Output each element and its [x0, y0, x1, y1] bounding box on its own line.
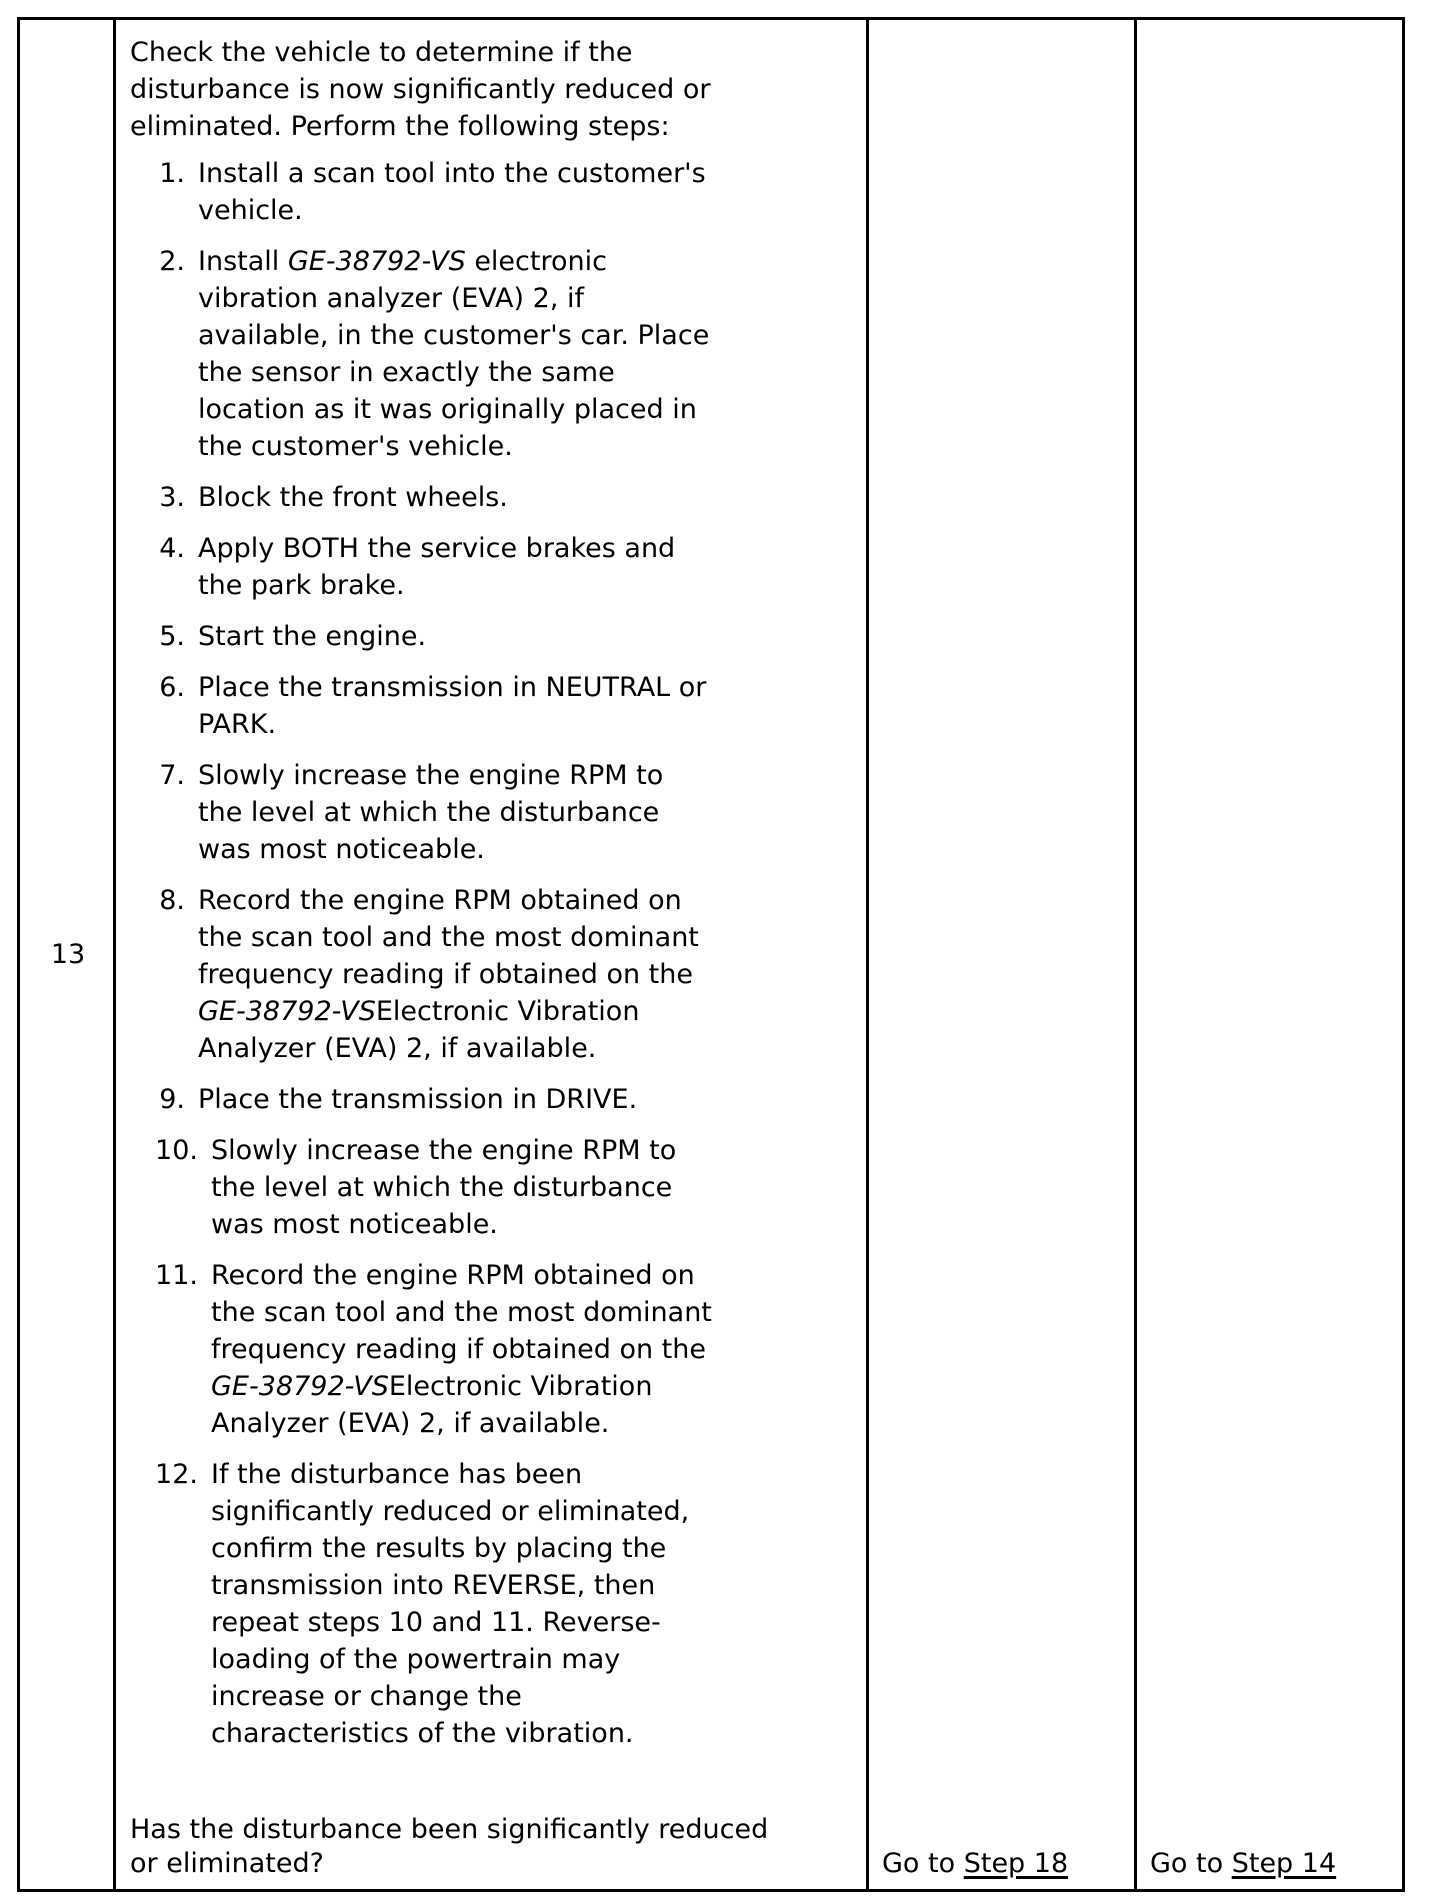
item-number: 8.	[159, 885, 185, 916]
text-line: was most noticeable.	[198, 834, 485, 865]
no-step-link[interactable]: Step 14	[1231, 1848, 1337, 1879]
text-line: characteristics of the vibration.	[211, 1718, 634, 1749]
text-line: Install GE-38792-VS electronic	[198, 246, 607, 277]
item-number: 11.	[155, 1260, 198, 1291]
text-line: Analyzer (EVA) 2, if available.	[211, 1408, 610, 1439]
text-line: vehicle.	[198, 195, 303, 226]
item-text	[198, 530, 870, 604]
text-line: disturbance is now significantly reduced or	[130, 74, 711, 105]
list-item	[130, 155, 870, 229]
item-number: 4.	[159, 533, 185, 564]
item-text	[198, 1081, 870, 1118]
text-line: Record the engine RPM obtained on	[211, 1260, 695, 1291]
list-item	[130, 530, 870, 604]
item-text	[211, 1456, 870, 1752]
item-text	[198, 618, 870, 655]
item-number: 7.	[159, 760, 185, 791]
text-line: vibration analyzer (EVA) 2, if	[198, 283, 584, 314]
text-line: GE-38792-VSElectronic Vibration	[198, 996, 640, 1027]
list-item	[130, 1257, 870, 1442]
text-line: Apply BOTH the service brakes and	[198, 533, 676, 564]
tool-name: GE-38792-VS	[211, 1371, 389, 1402]
text-line: Start the engine.	[198, 621, 427, 652]
text-line: the park brake.	[198, 570, 405, 601]
list-item	[130, 479, 870, 516]
text-line: Slowly increase the engine RPM to	[211, 1135, 677, 1166]
item-text	[198, 479, 870, 516]
list-item	[130, 1456, 870, 1752]
item-text	[211, 1132, 870, 1243]
item-number: 1.	[159, 158, 185, 189]
text-line: loading of the powertrain may	[211, 1644, 621, 1675]
text-line: frequency reading if obtained on the	[198, 959, 693, 990]
diagnostic-step-table	[17, 17, 1405, 1892]
text-line: was most noticeable.	[211, 1209, 498, 1240]
text-line: the level at which the disturbance	[198, 797, 660, 828]
text-line: confirm the results by placing the	[211, 1533, 667, 1564]
list-item	[130, 243, 870, 465]
text-line: the sensor in exactly the same	[198, 357, 615, 388]
text-line: the level at which the disturbance	[211, 1172, 673, 1203]
tool-name: GE-38792-VS	[198, 996, 376, 1027]
step-intro	[130, 34, 870, 145]
item-number: 3.	[159, 482, 185, 513]
text-line: Slowly increase the engine RPM to	[198, 760, 664, 791]
list-item	[130, 1081, 870, 1118]
item-text	[198, 882, 870, 1067]
text-line: Record the engine RPM obtained on	[198, 885, 682, 916]
text-line: Block the front wheels.	[198, 482, 508, 513]
item-number: 6.	[159, 672, 185, 703]
item-text	[198, 155, 870, 229]
text-line: Place the transmission in DRIVE.	[198, 1084, 638, 1115]
step-action	[130, 34, 870, 1766]
step-list	[130, 155, 870, 1752]
text-line: frequency reading if obtained on the	[211, 1334, 706, 1365]
tool-name: GE-38792-VS	[287, 246, 466, 277]
text-line: Has the disturbance been significantly reduced	[130, 1814, 769, 1845]
text-line: or eliminated?	[130, 1848, 324, 1879]
item-number: 10.	[155, 1135, 198, 1166]
item-text	[211, 1257, 870, 1442]
list-item	[130, 618, 870, 655]
list-item	[130, 669, 870, 743]
step-question	[130, 1813, 870, 1881]
text-line: available, in the customer's car. Place	[198, 320, 710, 351]
text-line: If the disturbance has been	[211, 1459, 583, 1490]
text-line: the scan tool and the most dominant	[211, 1297, 712, 1328]
text-line: Place the transmission in NEUTRAL or	[198, 672, 707, 703]
no-prefix: Go to	[1150, 1848, 1232, 1879]
column-divider	[1134, 20, 1137, 1889]
item-text	[198, 669, 870, 743]
item-number: 5.	[159, 621, 185, 652]
list-item	[130, 757, 870, 868]
no-result	[1150, 1847, 1336, 1881]
text-line: increase or change the	[211, 1681, 522, 1712]
list-item	[130, 882, 870, 1067]
step-number: 13	[50, 939, 86, 970]
text-line: transmission into REVERSE, then	[211, 1570, 656, 1601]
item-number: 12.	[155, 1459, 198, 1490]
text-line: the customer's vehicle.	[198, 431, 513, 462]
text-line: Analyzer (EVA) 2, if available.	[198, 1033, 597, 1064]
text-line: PARK.	[198, 709, 277, 740]
item-number: 2.	[159, 246, 185, 277]
item-number: 9.	[159, 1084, 185, 1115]
yes-step-link[interactable]: Step 18	[963, 1848, 1069, 1879]
text-line: Check the vehicle to determine if the	[130, 37, 633, 68]
list-item	[130, 1132, 870, 1243]
yes-result	[882, 1847, 1068, 1881]
item-text	[198, 757, 870, 868]
item-text	[198, 243, 870, 465]
text-line: significantly reduced or eliminated,	[211, 1496, 690, 1527]
yes-prefix: Go to	[882, 1848, 964, 1879]
text-line: repeat steps 10 and 11. Reverse-	[211, 1607, 661, 1638]
text-line: the scan tool and the most dominant	[198, 922, 699, 953]
text-line: GE-38792-VSElectronic Vibration	[211, 1371, 653, 1402]
text-line: eliminated. Perform the following steps:	[130, 111, 670, 142]
text-line: Install a scan tool into the customer's	[198, 158, 706, 189]
text-line: location as it was originally placed in	[198, 394, 697, 425]
